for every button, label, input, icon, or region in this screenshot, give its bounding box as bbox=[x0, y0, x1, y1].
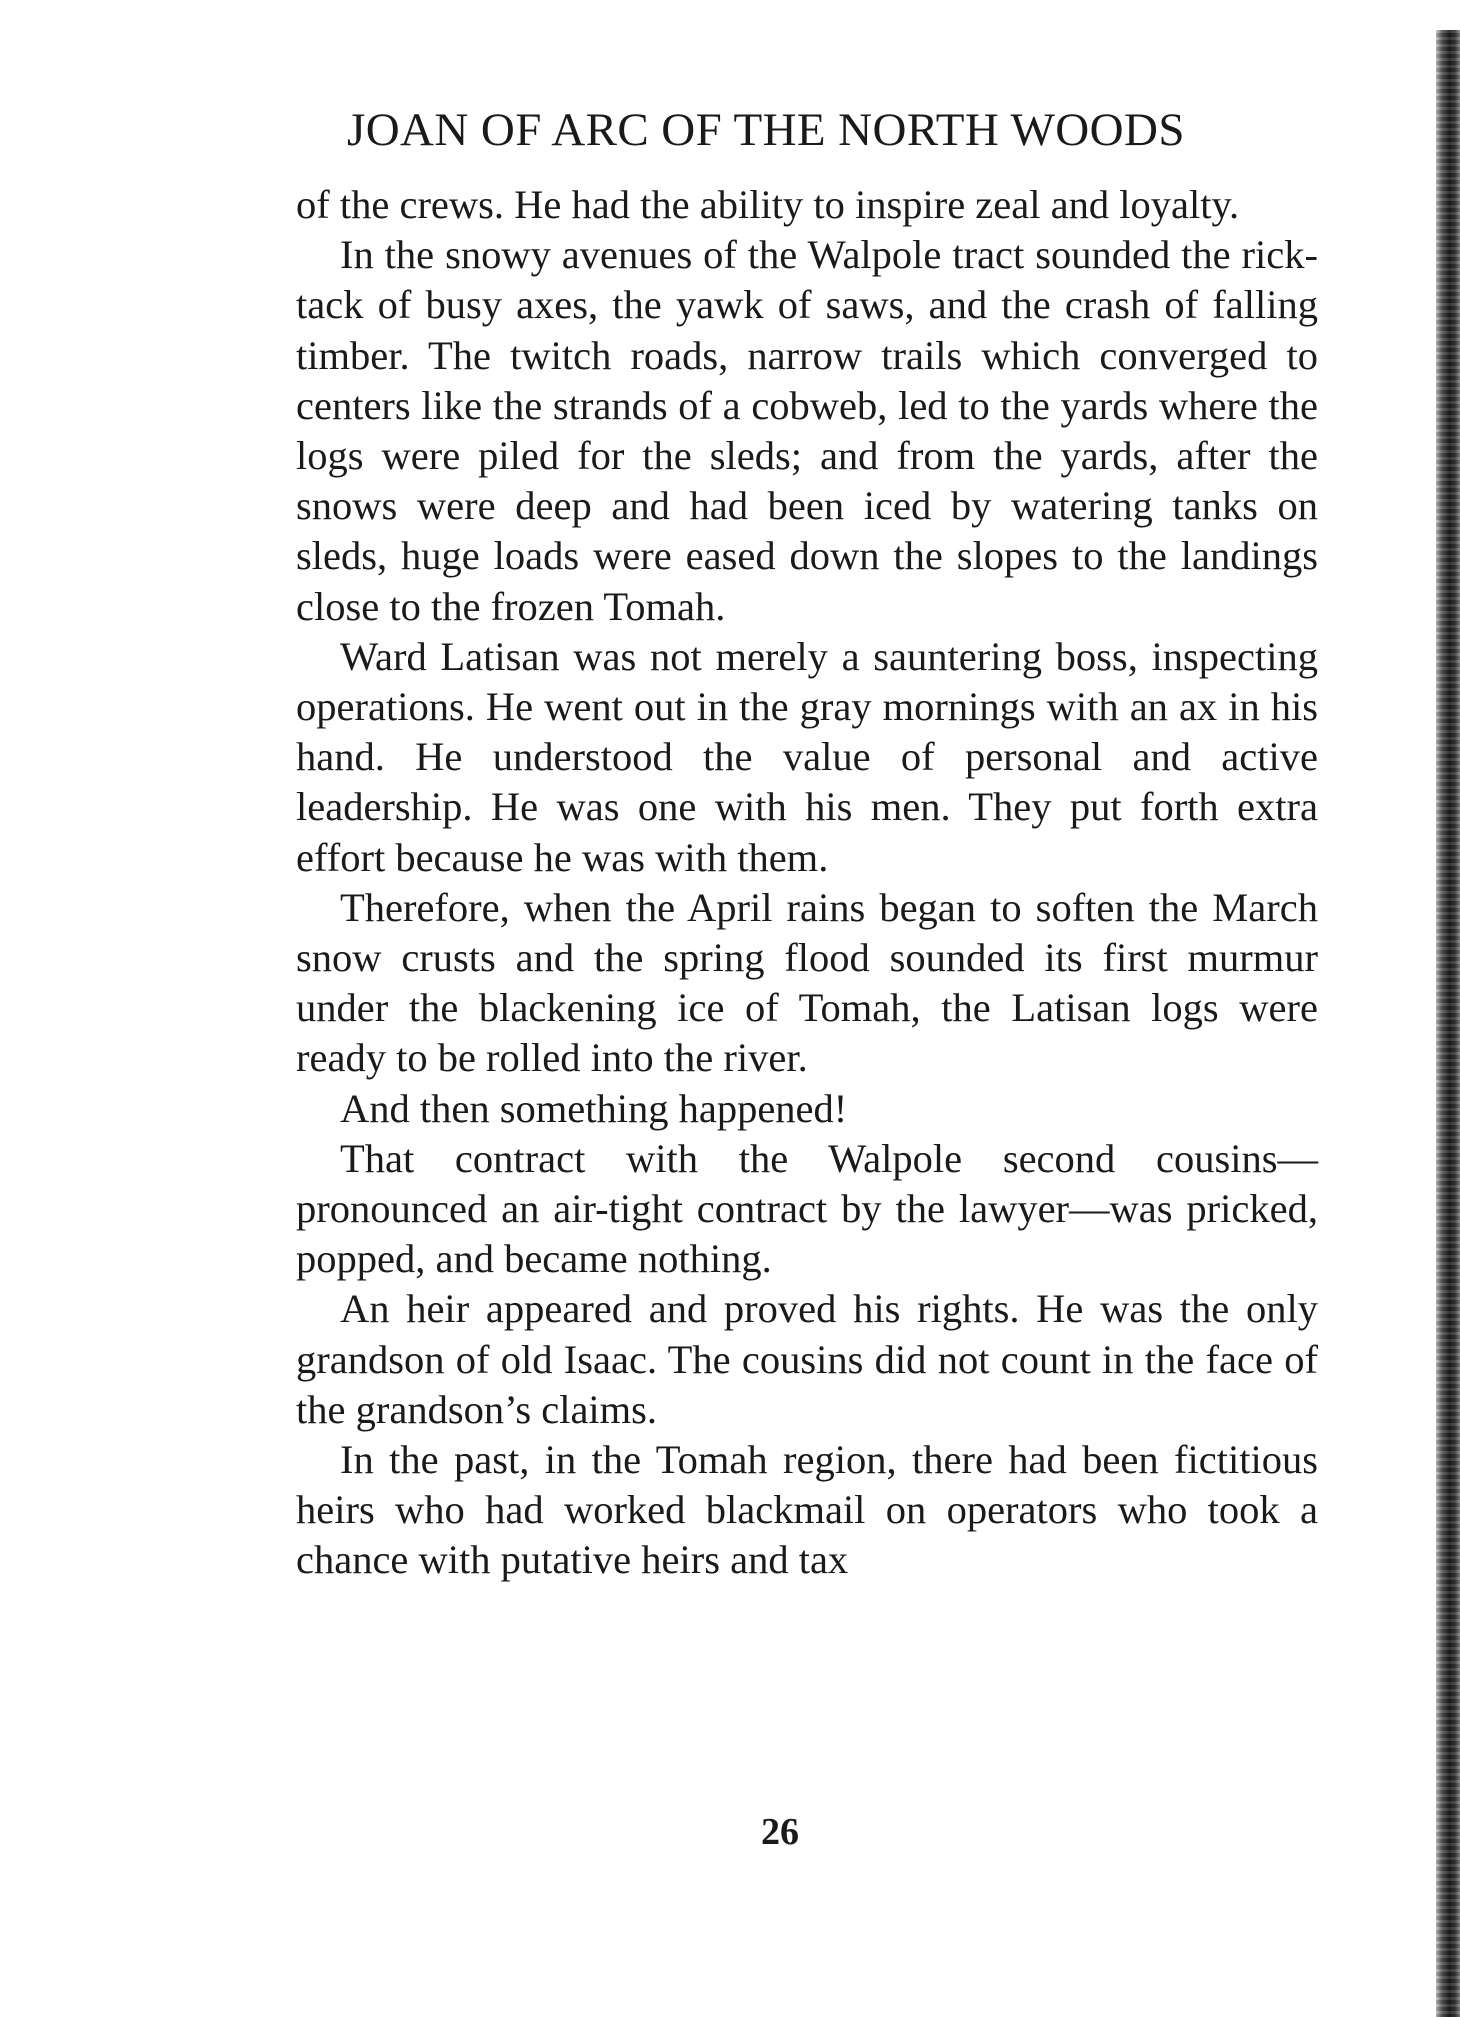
paragraph-3: Ward Latisan was not merely a sauntering boss, inspecting operations. He went out in the gray mornings with an ax in his hand. He understood the value of personal and active leadership. He was one with his men. They put forth extra effort because he was with them. bbox=[296, 633, 1318, 880]
paragraph-4: Therefore, when the April rains began to soften the March snow crusts and the spring flood sounded its first murmur under the blackening ice of Tomah, the Latisan logs were ready to be rolled into the river. bbox=[296, 884, 1318, 1081]
paragraph-6: That contract with the Walpole second cousins—pronounced an air-tight contract by the lawyer—was pricked, popped, and became nothing. bbox=[296, 1135, 1318, 1282]
page-number: 26 bbox=[761, 1811, 799, 1853]
paragraph-1: of the crews. He had the ability to inspire zeal and loyalty. bbox=[296, 182, 1240, 227]
body-text bbox=[296, 180, 1318, 1586]
paragraph-2: In the snowy avenues of the Walpole tract sounded the rick-tack of busy axes, the yawk of saws, and the crash of falling timber. The twitch roads, narrow trails which converged to centers like the strands of a cobweb, led to the yards where the logs were piled for the sleds; and from the yards, after the snows were deep and had been iced by watering tanks on sleds, huge loads were eased down the slopes to the landings close to the frozen Tomah. bbox=[296, 232, 1318, 629]
running-head: JOAN OF ARC OF THE NORTH WOODS bbox=[347, 104, 1185, 156]
paragraph-7: An heir appeared and proved his rights. He was the only grandson of old Isaac. The cousins did not count in the face of the grandson’s claims. bbox=[296, 1286, 1318, 1432]
paragraph-5: And then something happened! bbox=[340, 1085, 848, 1131]
binding-edge bbox=[1436, 30, 1460, 2017]
paragraph-8: In the past, in the Tomah region, there had been fictitious heirs who had worked blackmail on operators who took a chance with putative heirs and tax bbox=[296, 1437, 1318, 1583]
